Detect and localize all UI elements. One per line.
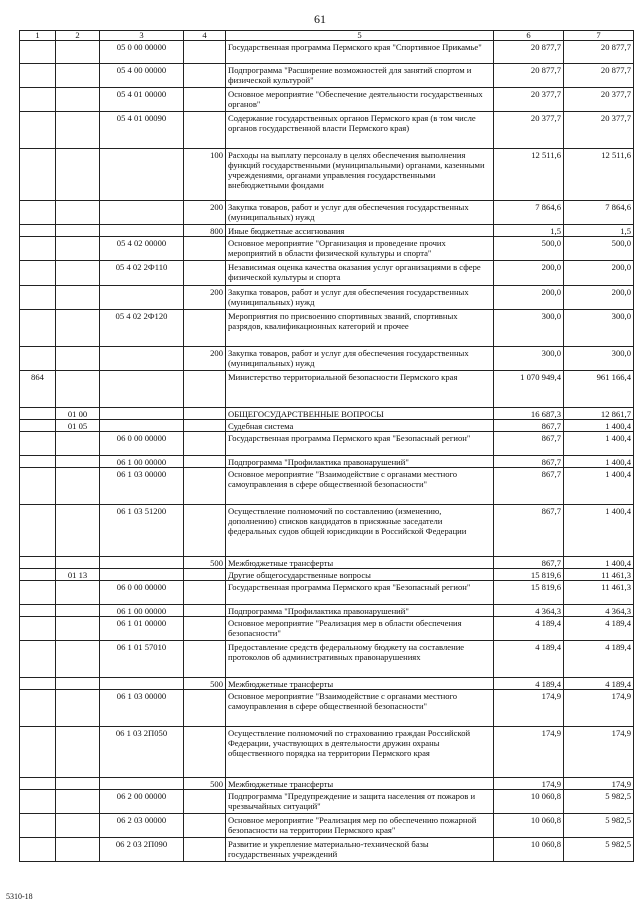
amount-year-1-cell: 4 189,4	[494, 678, 564, 690]
section-code-cell	[56, 88, 100, 112]
table-row	[20, 371, 634, 408]
amount-year-1-cell: 12 511,6	[494, 149, 564, 201]
expense-type-cell	[184, 814, 226, 838]
expense-type-cell	[184, 371, 226, 408]
amount-year-2-cell: 961 166,4	[564, 371, 634, 408]
table-row	[20, 569, 634, 581]
table-row	[20, 790, 634, 814]
description-cell: Основное мероприятие "Реализация мер по обеспечению пожарной безопасности на территории Пермского края"	[226, 814, 494, 838]
target-article-cell	[100, 778, 184, 790]
section-code-cell	[56, 790, 100, 814]
description-cell: Основное мероприятие "Реализация мер в области обеспечения безопасности"	[226, 617, 494, 641]
section-code-cell: 01 13	[56, 569, 100, 581]
description-cell: Основное мероприятие "Обеспечение деятельности государственных органов"	[226, 88, 494, 112]
table-row	[20, 814, 634, 838]
expense-type-cell	[184, 261, 226, 286]
section-code-cell	[56, 261, 100, 286]
amount-year-1-cell: 15 819,6	[494, 581, 564, 605]
amount-year-1-cell: 174,9	[494, 690, 564, 727]
description-cell: Основное мероприятие "Организация и проведение прочих мероприятий в области физической культуры и спорта"	[226, 237, 494, 261]
expense-type-cell	[184, 605, 226, 617]
section-code-cell	[56, 690, 100, 727]
section-code-cell	[56, 581, 100, 605]
table-row	[20, 261, 634, 286]
target-article-cell: 06 2 03 2П090	[100, 838, 184, 862]
ministry-code-cell	[20, 201, 56, 225]
amount-year-2-cell: 20 377,7	[564, 112, 634, 149]
target-article-cell: 05 4 02 2Ф120	[100, 310, 184, 347]
table-row	[20, 408, 634, 420]
description-cell: Расходы на выплату персоналу в целях обеспечения выполнения функций государственными (муниципальными) органами, казенными учреждениями, органами управления государственными внебюджетными фондами	[226, 149, 494, 201]
table-row	[20, 201, 634, 225]
ministry-code-cell	[20, 690, 56, 727]
budget-table	[19, 30, 634, 862]
expense-type-cell	[184, 310, 226, 347]
description-cell: Министерство территориальной безопасности Пермского края	[226, 371, 494, 408]
table-body	[20, 41, 634, 862]
column-header: 3	[100, 31, 184, 41]
table-row	[20, 420, 634, 432]
amount-year-1-cell: 15 819,6	[494, 569, 564, 581]
table-row	[20, 347, 634, 371]
description-cell: Государственная программа Пермского края "Безопасный регион"	[226, 581, 494, 605]
amount-year-2-cell: 7 864,6	[564, 201, 634, 225]
amount-year-1-cell: 7 864,6	[494, 201, 564, 225]
amount-year-1-cell: 4 189,4	[494, 617, 564, 641]
ministry-code-cell	[20, 617, 56, 641]
amount-year-2-cell: 1 400,4	[564, 420, 634, 432]
expense-type-cell	[184, 64, 226, 88]
ministry-code-cell	[20, 41, 56, 64]
section-code-cell	[56, 778, 100, 790]
ministry-code-cell	[20, 261, 56, 286]
description-cell: Государственная программа Пермского края "Спортивное Прикамье"	[226, 41, 494, 64]
description-cell: Основное мероприятие "Взаимодействие с органами местного самоуправления в сфере общественной безопасности"	[226, 468, 494, 505]
expense-type-cell	[184, 41, 226, 64]
description-cell: Государственная программа Пермского края "Безопасный регион"	[226, 432, 494, 456]
section-code-cell	[56, 468, 100, 505]
amount-year-1-cell: 200,0	[494, 261, 564, 286]
section-code-cell	[56, 617, 100, 641]
amount-year-2-cell: 500,0	[564, 237, 634, 261]
target-article-cell: 06 0 00 00000	[100, 581, 184, 605]
description-cell: Осуществление полномочий по страхованию граждан Российской Федерации, участвующих в деятельности дружин охраны общественного порядка на территории Пермского края	[226, 727, 494, 778]
ministry-code-cell	[20, 569, 56, 581]
description-cell: Закупка товаров, работ и услуг для обеспечения государственных (муниципальных) нужд	[226, 286, 494, 310]
description-cell: Судебная система	[226, 420, 494, 432]
expense-type-cell: 200	[184, 347, 226, 371]
amount-year-2-cell: 20 377,7	[564, 88, 634, 112]
section-code-cell	[56, 432, 100, 456]
target-article-cell	[100, 408, 184, 420]
page-number: 61	[314, 12, 326, 26]
amount-year-1-cell: 867,7	[494, 456, 564, 468]
ministry-code-cell	[20, 505, 56, 557]
amount-year-1-cell: 4 364,3	[494, 605, 564, 617]
amount-year-2-cell: 20 877,7	[564, 41, 634, 64]
table-row	[20, 581, 634, 605]
description-cell: Осуществление полномочий по составлению (изменению, дополнению) списков кандидатов в присяжные заседатели федеральных судов общей юрисдикции в Российской Федерации	[226, 505, 494, 557]
expense-type-cell	[184, 838, 226, 862]
amount-year-2-cell: 1 400,4	[564, 557, 634, 569]
ministry-code-cell	[20, 456, 56, 468]
column-header: 6	[494, 31, 564, 41]
amount-year-1-cell: 300,0	[494, 347, 564, 371]
expense-type-cell: 500	[184, 778, 226, 790]
description-cell: Предоставление средств федеральному бюджету на составление протоколов об административных правонарушениях	[226, 641, 494, 678]
expense-type-cell	[184, 468, 226, 505]
ministry-code-cell	[20, 814, 56, 838]
ministry-code-cell	[20, 149, 56, 201]
description-cell: Подпрограмма "Предупреждение и защита населения от пожаров и чрезвычайных ситуаций"	[226, 790, 494, 814]
amount-year-1-cell: 20 877,7	[494, 64, 564, 88]
table-row	[20, 838, 634, 862]
section-code-cell	[56, 557, 100, 569]
ministry-code-cell	[20, 112, 56, 149]
target-article-cell: 06 1 00 00000	[100, 456, 184, 468]
ministry-code-cell	[20, 678, 56, 690]
expense-type-cell	[184, 790, 226, 814]
ministry-code-cell	[20, 310, 56, 347]
target-article-cell: 06 1 01 00000	[100, 617, 184, 641]
amount-year-1-cell: 867,7	[494, 432, 564, 456]
amount-year-2-cell: 4 189,4	[564, 641, 634, 678]
target-article-cell: 06 2 00 00000	[100, 790, 184, 814]
table-row	[20, 237, 634, 261]
amount-year-1-cell: 174,9	[494, 778, 564, 790]
table-row	[20, 505, 634, 557]
section-code-cell	[56, 112, 100, 149]
description-cell: Подпрограмма "Профилактика правонарушений"	[226, 605, 494, 617]
amount-year-2-cell: 1 400,4	[564, 468, 634, 505]
target-article-cell: 06 0 00 00000	[100, 432, 184, 456]
amount-year-1-cell: 300,0	[494, 310, 564, 347]
amount-year-1-cell: 1 070 949,4	[494, 371, 564, 408]
description-cell: Межбюджетные трансферты	[226, 557, 494, 569]
section-code-cell	[56, 237, 100, 261]
amount-year-1-cell: 10 060,8	[494, 790, 564, 814]
description-cell: Межбюджетные трансферты	[226, 778, 494, 790]
amount-year-1-cell: 16 687,3	[494, 408, 564, 420]
amount-year-2-cell: 300,0	[564, 310, 634, 347]
amount-year-1-cell: 1,5	[494, 225, 564, 237]
table-row	[20, 225, 634, 237]
table-row	[20, 41, 634, 64]
ministry-code-cell	[20, 225, 56, 237]
description-cell: Подпрограмма "Расширение возможностей для занятий спортом и физической культурой"	[226, 64, 494, 88]
expense-type-cell: 200	[184, 286, 226, 310]
description-cell: Другие общегосударственные вопросы	[226, 569, 494, 581]
target-article-cell: 05 4 01 00000	[100, 88, 184, 112]
section-code-cell	[56, 456, 100, 468]
table-row	[20, 557, 634, 569]
target-article-cell: 06 1 03 00000	[100, 690, 184, 727]
section-code-cell	[56, 814, 100, 838]
target-article-cell: 05 0 00 00000	[100, 41, 184, 64]
amount-year-2-cell: 200,0	[564, 261, 634, 286]
target-article-cell	[100, 225, 184, 237]
amount-year-2-cell: 5 982,5	[564, 814, 634, 838]
section-code-cell	[56, 225, 100, 237]
section-code-cell	[56, 286, 100, 310]
ministry-code-cell: 864	[20, 371, 56, 408]
target-article-cell: 06 1 03 51200	[100, 505, 184, 557]
table-row	[20, 727, 634, 778]
description-cell: Независимая оценка качества оказания услуг организациями в сфере физической культуры и спорта	[226, 261, 494, 286]
description-cell: Закупка товаров, работ и услуг для обеспечения государственных (муниципальных) нужд	[226, 201, 494, 225]
amount-year-1-cell: 867,7	[494, 420, 564, 432]
section-code-cell	[56, 64, 100, 88]
expense-type-cell	[184, 408, 226, 420]
target-article-cell	[100, 286, 184, 310]
amount-year-2-cell: 5 982,5	[564, 838, 634, 862]
table-row	[20, 149, 634, 201]
expense-type-cell	[184, 420, 226, 432]
table-row	[20, 112, 634, 149]
amount-year-2-cell: 1 400,4	[564, 456, 634, 468]
ministry-code-cell	[20, 420, 56, 432]
table-row	[20, 678, 634, 690]
section-code-cell	[56, 41, 100, 64]
amount-year-2-cell: 12 861,7	[564, 408, 634, 420]
section-code-cell	[56, 727, 100, 778]
table-row	[20, 641, 634, 678]
amount-year-2-cell: 5 982,5	[564, 790, 634, 814]
table-row	[20, 432, 634, 456]
ministry-code-cell	[20, 605, 56, 617]
description-cell: Содержание государственных органов Пермского края (в том числе органов государственной власти Пермского края)	[226, 112, 494, 149]
amount-year-1-cell: 20 377,7	[494, 112, 564, 149]
expense-type-cell	[184, 727, 226, 778]
amount-year-1-cell: 174,9	[494, 727, 564, 778]
target-article-cell: 06 1 01 57010	[100, 641, 184, 678]
description-cell: Основное мероприятие "Взаимодействие с органами местного самоуправления в сфере общественной безопасности"	[226, 690, 494, 727]
amount-year-2-cell: 1 400,4	[564, 432, 634, 456]
amount-year-2-cell: 12 511,6	[564, 149, 634, 201]
section-code-cell	[56, 605, 100, 617]
expense-type-cell: 500	[184, 678, 226, 690]
table-row	[20, 88, 634, 112]
target-article-cell	[100, 149, 184, 201]
expense-type-cell: 500	[184, 557, 226, 569]
ministry-code-cell	[20, 581, 56, 605]
amount-year-2-cell: 174,9	[564, 778, 634, 790]
table-row	[20, 690, 634, 727]
amount-year-2-cell: 4 364,3	[564, 605, 634, 617]
expense-type-cell	[184, 505, 226, 557]
ministry-code-cell	[20, 432, 56, 456]
section-code-cell	[56, 310, 100, 347]
table-row	[20, 286, 634, 310]
amount-year-2-cell: 1 400,4	[564, 505, 634, 557]
amount-year-2-cell: 174,9	[564, 690, 634, 727]
section-code-cell	[56, 347, 100, 371]
ministry-code-cell	[20, 88, 56, 112]
amount-year-2-cell: 11 461,3	[564, 569, 634, 581]
amount-year-2-cell: 4 189,4	[564, 678, 634, 690]
amount-year-2-cell: 11 461,3	[564, 581, 634, 605]
amount-year-1-cell: 500,0	[494, 237, 564, 261]
table-row	[20, 617, 634, 641]
expense-type-cell	[184, 432, 226, 456]
expense-type-cell	[184, 690, 226, 727]
table-row	[20, 310, 634, 347]
expense-type-cell	[184, 641, 226, 678]
amount-year-2-cell: 174,9	[564, 727, 634, 778]
expense-type-cell	[184, 581, 226, 605]
amount-year-1-cell: 4 189,4	[494, 641, 564, 678]
amount-year-1-cell: 200,0	[494, 286, 564, 310]
target-article-cell: 05 4 02 00000	[100, 237, 184, 261]
ministry-code-cell	[20, 347, 56, 371]
ministry-code-cell	[20, 468, 56, 505]
expense-type-cell: 100	[184, 149, 226, 201]
amount-year-1-cell: 867,7	[494, 505, 564, 557]
column-header: 2	[56, 31, 100, 41]
amount-year-1-cell: 20 377,7	[494, 88, 564, 112]
expense-type-cell	[184, 237, 226, 261]
table-row	[20, 778, 634, 790]
section-code-cell	[56, 201, 100, 225]
target-article-cell	[100, 371, 184, 408]
ministry-code-cell	[20, 64, 56, 88]
amount-year-2-cell: 4 189,4	[564, 617, 634, 641]
amount-year-2-cell: 200,0	[564, 286, 634, 310]
table-row	[20, 64, 634, 88]
description-cell: Развитие и укрепление материально-технической базы государственных учреждений	[226, 838, 494, 862]
target-article-cell: 05 4 00 00000	[100, 64, 184, 88]
target-article-cell	[100, 569, 184, 581]
section-code-cell: 01 05	[56, 420, 100, 432]
description-cell: ОБЩЕГОСУДАРСТВЕННЫЕ ВОПРОСЫ	[226, 408, 494, 420]
table-row	[20, 456, 634, 468]
expense-type-cell: 800	[184, 225, 226, 237]
amount-year-2-cell: 300,0	[564, 347, 634, 371]
amount-year-1-cell: 867,7	[494, 557, 564, 569]
section-code-cell	[56, 641, 100, 678]
section-code-cell	[56, 678, 100, 690]
target-article-cell	[100, 557, 184, 569]
document-code: 5310-18	[6, 892, 33, 901]
description-cell: Подпрограмма "Профилактика правонарушений"	[226, 456, 494, 468]
expense-type-cell	[184, 617, 226, 641]
amount-year-1-cell: 10 060,8	[494, 814, 564, 838]
column-header: 7	[564, 31, 634, 41]
expense-type-cell	[184, 456, 226, 468]
ministry-code-cell	[20, 286, 56, 310]
description-cell: Иные бюджетные ассигнования	[226, 225, 494, 237]
table-row	[20, 468, 634, 505]
table-row	[20, 605, 634, 617]
target-article-cell: 05 4 02 2Ф110	[100, 261, 184, 286]
amount-year-1-cell: 10 060,8	[494, 838, 564, 862]
table-header-row	[20, 31, 634, 41]
target-article-cell: 06 1 03 2П050	[100, 727, 184, 778]
target-article-cell: 06 1 03 00000	[100, 468, 184, 505]
amount-year-1-cell: 867,7	[494, 468, 564, 505]
amount-year-1-cell: 20 877,7	[494, 41, 564, 64]
description-cell: Мероприятия по присвоению спортивных званий, спортивных разрядов, квалификационных категорий и прочее	[226, 310, 494, 347]
section-code-cell: 01 00	[56, 408, 100, 420]
ministry-code-cell	[20, 557, 56, 569]
section-code-cell	[56, 149, 100, 201]
ministry-code-cell	[20, 790, 56, 814]
ministry-code-cell	[20, 641, 56, 678]
target-article-cell: 05 4 01 00090	[100, 112, 184, 149]
ministry-code-cell	[20, 727, 56, 778]
target-article-cell	[100, 347, 184, 371]
expense-type-cell	[184, 112, 226, 149]
expense-type-cell	[184, 88, 226, 112]
column-header: 4	[184, 31, 226, 41]
ministry-code-cell	[20, 408, 56, 420]
amount-year-2-cell: 20 877,7	[564, 64, 634, 88]
target-article-cell: 06 1 00 00000	[100, 605, 184, 617]
target-article-cell	[100, 678, 184, 690]
ministry-code-cell	[20, 838, 56, 862]
target-article-cell: 06 2 03 00000	[100, 814, 184, 838]
description-cell: Закупка товаров, работ и услуг для обеспечения государственных (муниципальных) нужд	[226, 347, 494, 371]
target-article-cell	[100, 420, 184, 432]
target-article-cell	[100, 201, 184, 225]
section-code-cell	[56, 371, 100, 408]
column-header: 1	[20, 31, 56, 41]
ministry-code-cell	[20, 778, 56, 790]
section-code-cell	[56, 838, 100, 862]
amount-year-2-cell: 1,5	[564, 225, 634, 237]
expense-type-cell	[184, 569, 226, 581]
expense-type-cell: 200	[184, 201, 226, 225]
description-cell: Межбюджетные трансферты	[226, 678, 494, 690]
column-header: 5	[226, 31, 494, 41]
ministry-code-cell	[20, 237, 56, 261]
section-code-cell	[56, 505, 100, 557]
